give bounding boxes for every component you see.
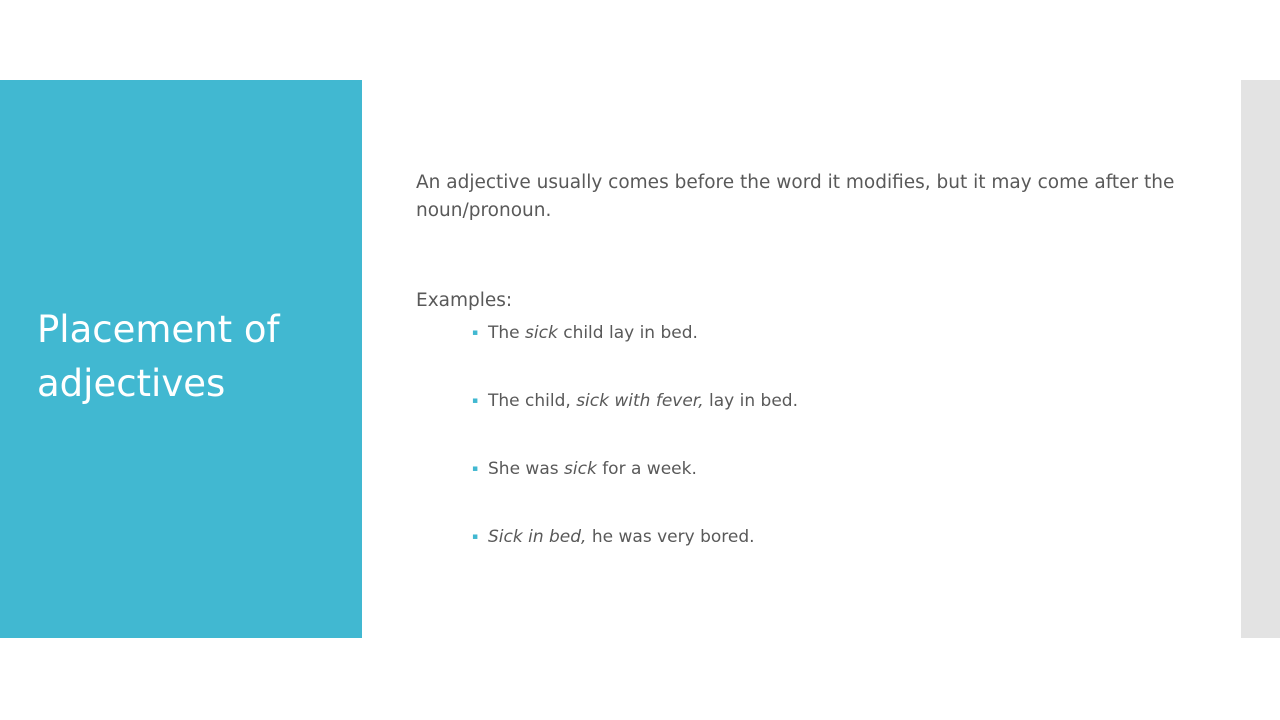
example-italic-segment: sick: [525, 323, 558, 343]
example-text: [488, 319, 698, 347]
example-text: [488, 523, 755, 551]
bullet-icon: ▪: [472, 396, 479, 406]
examples-label: Examples:: [416, 290, 513, 311]
example-item: [472, 319, 1172, 347]
example-segment: he was very bored.: [586, 527, 755, 547]
decorative-side-bar: [1241, 80, 1280, 638]
example-segment: She was: [488, 459, 565, 479]
example-italic-segment: Sick in bed,: [488, 527, 587, 547]
example-segment: for a week.: [596, 459, 697, 479]
bullet-icon: ▪: [472, 464, 479, 474]
examples-list: [472, 319, 1172, 591]
example-segment: child lay in bed.: [557, 323, 698, 343]
example-item: [472, 523, 1172, 551]
example-item: [472, 387, 1172, 415]
example-segment: The child,: [488, 391, 577, 411]
slide-title: Placement of adjectives: [37, 308, 280, 405]
example-item: [472, 455, 1172, 483]
example-segment: lay in bed.: [703, 391, 798, 411]
bullet-icon: ▪: [472, 532, 479, 542]
example-italic-segment: sick: [564, 459, 597, 479]
example-segment: The: [488, 323, 526, 343]
example-text: [488, 387, 798, 415]
intro-paragraph: An adjective usually comes before the word it modifies, but it may come after the noun/pronoun.: [416, 172, 1175, 221]
bullet-icon: ▪: [472, 328, 479, 338]
example-text: [488, 455, 697, 483]
example-italic-segment: sick with fever,: [576, 391, 704, 411]
